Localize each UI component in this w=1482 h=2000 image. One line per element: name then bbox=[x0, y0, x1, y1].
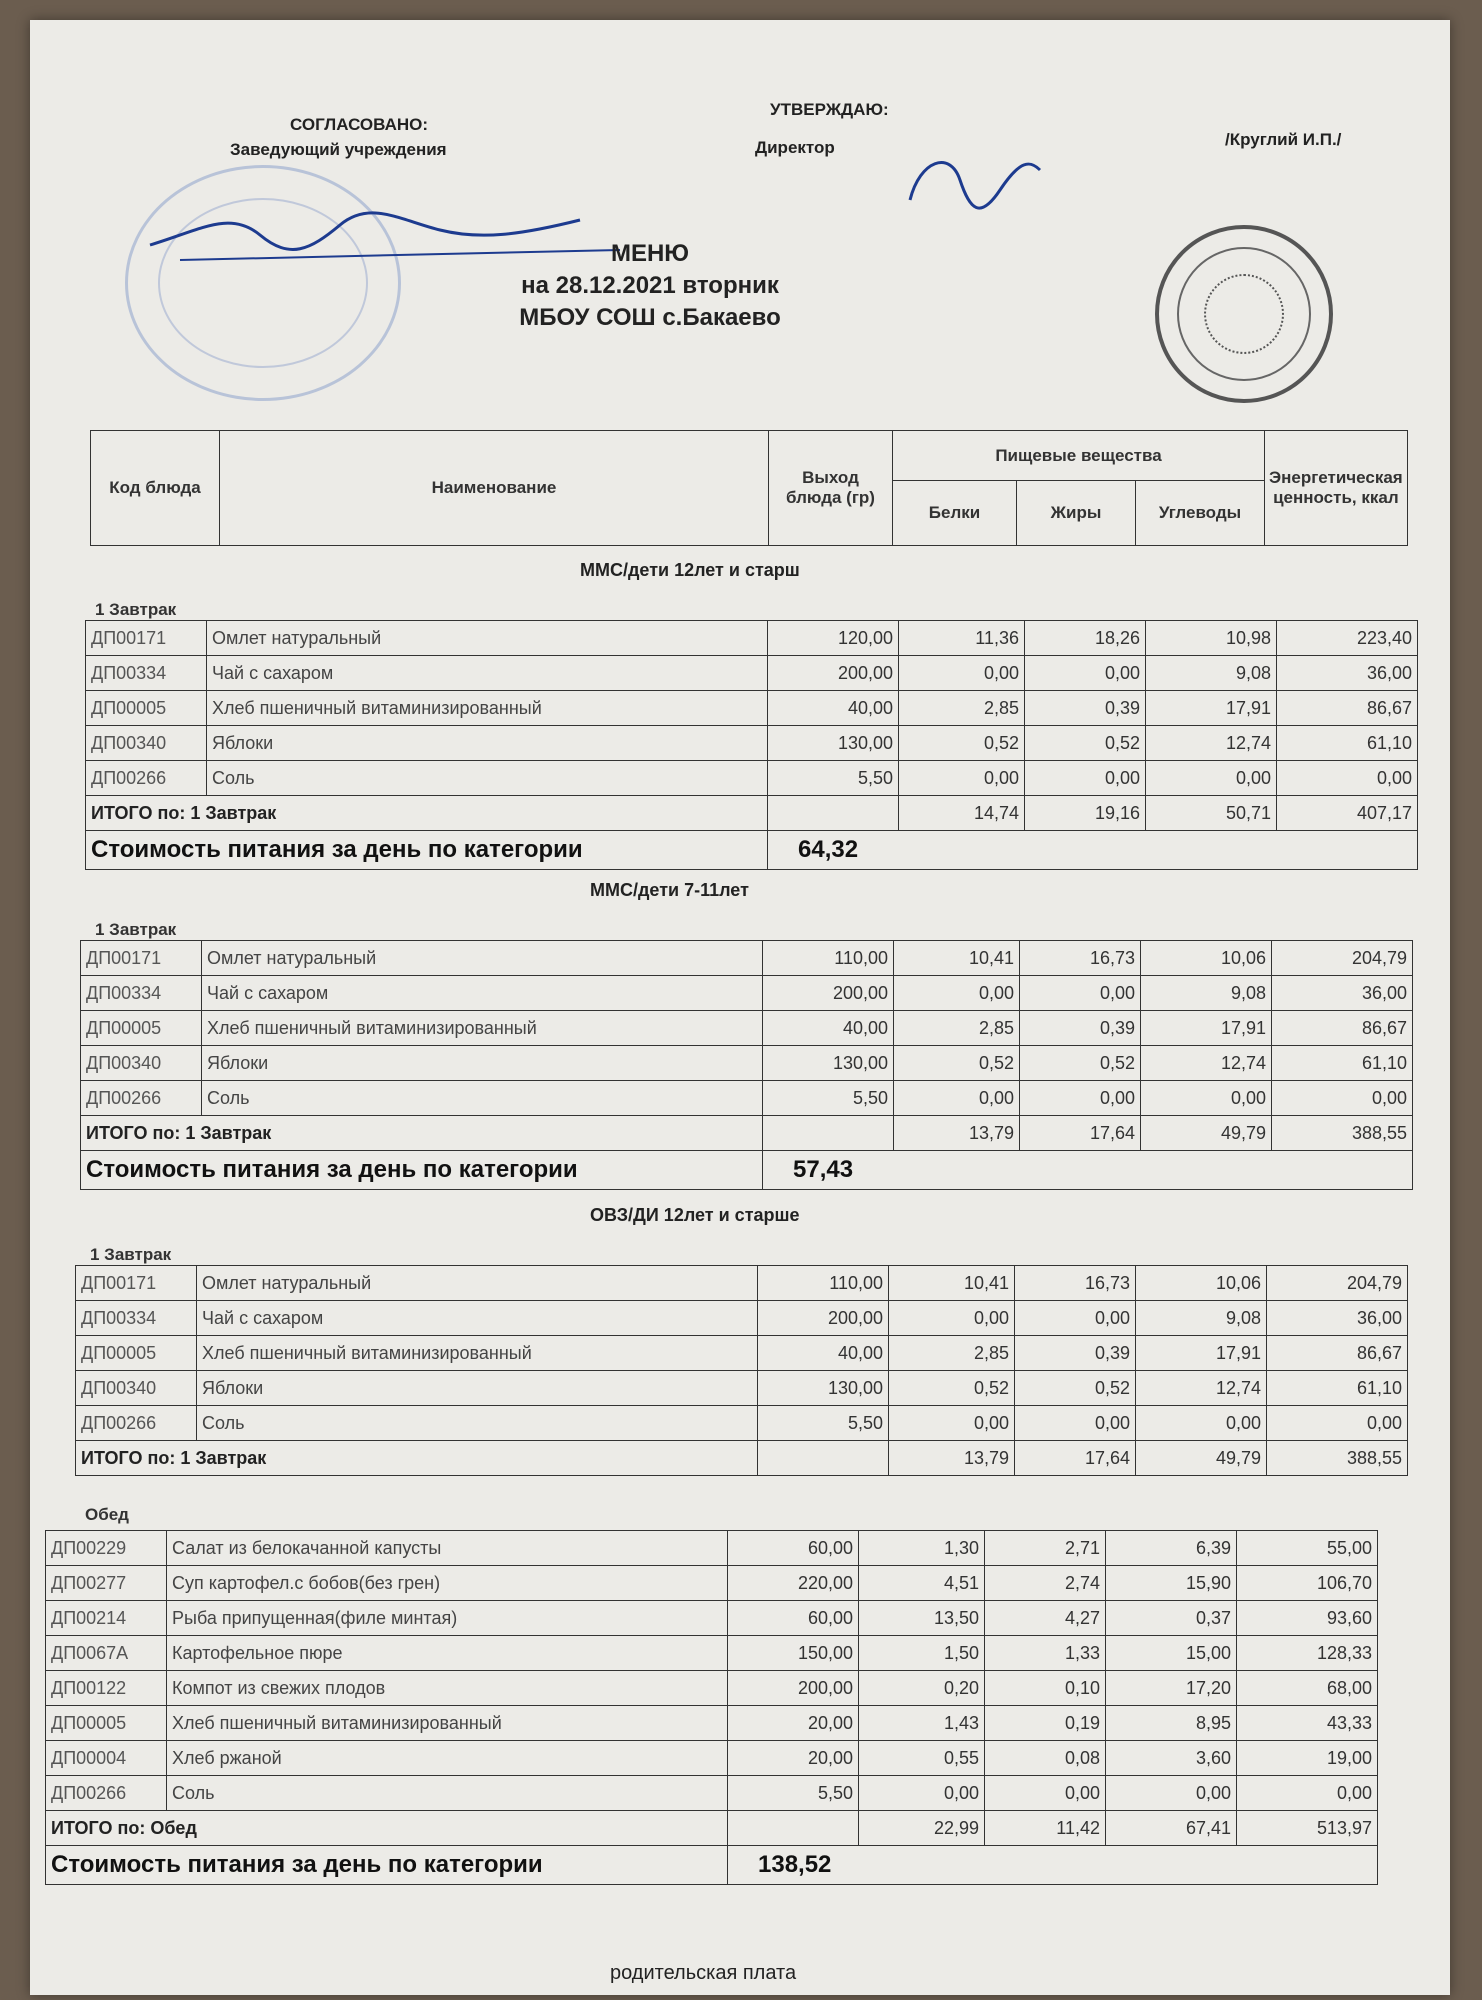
dish-energy: 0,00 bbox=[1277, 761, 1418, 796]
dish-protein: 4,51 bbox=[859, 1566, 985, 1601]
dish-output: 220,00 bbox=[728, 1566, 859, 1601]
dish-code: ДП00334 bbox=[81, 976, 202, 1011]
dish-energy: 86,67 bbox=[1277, 691, 1418, 726]
table-row bbox=[86, 656, 1418, 691]
dish-protein: 0,00 bbox=[859, 1776, 985, 1811]
dish-fat: 16,73 bbox=[1020, 941, 1141, 976]
dish-code: ДП00171 bbox=[81, 941, 202, 976]
table-row bbox=[86, 691, 1418, 726]
dish-protein: 0,52 bbox=[889, 1371, 1015, 1406]
dish-code: ДП00171 bbox=[86, 621, 207, 656]
table-row bbox=[81, 1046, 1413, 1081]
total-row bbox=[86, 796, 1418, 831]
dish-protein: 0,52 bbox=[894, 1046, 1020, 1081]
dish-carbs: 17,91 bbox=[1146, 691, 1277, 726]
table-row bbox=[76, 1336, 1408, 1371]
category-title: ОВЗ/ДИ 12лет и старше bbox=[590, 1205, 800, 1225]
dish-output: 5,50 bbox=[728, 1776, 859, 1811]
total-protein: 13,79 bbox=[889, 1441, 1015, 1476]
cost-value: 64,32 bbox=[768, 831, 1418, 870]
dish-name: Хлеб пшеничный витаминизированный bbox=[197, 1336, 758, 1371]
dish-energy: 36,00 bbox=[1272, 976, 1413, 1011]
footer-note: родительская плата bbox=[610, 1962, 797, 1984]
dish-protein: 1,50 bbox=[859, 1636, 985, 1671]
table-row bbox=[76, 1266, 1408, 1301]
dish-name: Хлеб ржаной bbox=[167, 1741, 728, 1776]
dish-output: 60,00 bbox=[728, 1531, 859, 1566]
dish-code: ДП00266 bbox=[46, 1776, 167, 1811]
menu-sheet bbox=[30, 20, 1450, 1995]
total-carbs: 49,79 bbox=[1141, 1116, 1272, 1151]
table-row bbox=[46, 1601, 1378, 1636]
dish-carbs: 8,95 bbox=[1106, 1706, 1237, 1741]
dish-code: ДП00229 bbox=[46, 1531, 167, 1566]
dish-carbs: 15,90 bbox=[1106, 1566, 1237, 1601]
dish-protein: 1,43 bbox=[859, 1706, 985, 1741]
dish-name: Омлет натуральный bbox=[202, 941, 763, 976]
dish-name: Соль bbox=[167, 1776, 728, 1811]
dish-carbs: 10,06 bbox=[1141, 941, 1272, 976]
signature-right bbox=[890, 140, 1050, 240]
table-row bbox=[76, 1301, 1408, 1336]
dish-fat: 0,39 bbox=[1020, 1011, 1141, 1046]
dish-energy: 106,70 bbox=[1237, 1566, 1378, 1601]
dish-fat: 0,52 bbox=[1015, 1371, 1136, 1406]
table-row bbox=[86, 621, 1418, 656]
dish-fat: 16,73 bbox=[1015, 1266, 1136, 1301]
dish-output: 20,00 bbox=[728, 1706, 859, 1741]
dish-fat: 0,00 bbox=[1025, 761, 1146, 796]
dish-energy: 61,10 bbox=[1272, 1046, 1413, 1081]
dish-carbs: 3,60 bbox=[1106, 1741, 1237, 1776]
total-label: ИТОГО по: 1 Завтрак bbox=[81, 1116, 763, 1151]
dish-output: 40,00 bbox=[768, 691, 899, 726]
dish-protein: 0,00 bbox=[894, 1081, 1020, 1116]
dish-code: ДП00005 bbox=[81, 1011, 202, 1046]
meal-label: 1 Завтрак bbox=[95, 920, 177, 939]
dish-protein: 13,50 bbox=[859, 1601, 985, 1636]
dish-fat: 0,08 bbox=[985, 1741, 1106, 1776]
table-row bbox=[86, 726, 1418, 761]
dish-name: Соль bbox=[202, 1081, 763, 1116]
round-seal bbox=[1155, 225, 1333, 403]
rows-0 bbox=[86, 621, 1418, 870]
table-row bbox=[76, 1371, 1408, 1406]
dish-name: Картофельное пюре bbox=[167, 1636, 728, 1671]
menu-date: на 28.12.2021 вторник bbox=[521, 272, 779, 299]
dish-carbs: 17,91 bbox=[1136, 1336, 1267, 1371]
menu-table bbox=[75, 1265, 1408, 1476]
total-output bbox=[758, 1441, 889, 1476]
total-output bbox=[728, 1811, 859, 1846]
dish-code: ДП00340 bbox=[81, 1046, 202, 1081]
dish-name: Хлеб пшеничный витаминизированный bbox=[202, 1011, 763, 1046]
total-output bbox=[768, 796, 899, 831]
dish-code: ДП00334 bbox=[86, 656, 207, 691]
dish-output: 5,50 bbox=[768, 761, 899, 796]
dish-output: 200,00 bbox=[758, 1301, 889, 1336]
dish-output: 5,50 bbox=[763, 1081, 894, 1116]
dish-carbs: 15,00 bbox=[1106, 1636, 1237, 1671]
dish-code: ДП00334 bbox=[76, 1301, 197, 1336]
approve-label: УТВЕРЖДАЮ: bbox=[770, 100, 889, 119]
total-protein: 22,99 bbox=[859, 1811, 985, 1846]
dish-name: Хлеб пшеничный витаминизированный bbox=[207, 691, 768, 726]
meal-label: Обед bbox=[85, 1505, 129, 1524]
dish-output: 5,50 bbox=[758, 1406, 889, 1441]
director-name: /Круглий И.П./ bbox=[1225, 130, 1342, 149]
col-output: Выход блюда (гр) bbox=[769, 431, 893, 546]
dish-fat: 18,26 bbox=[1025, 621, 1146, 656]
dish-code: ДП00214 bbox=[46, 1601, 167, 1636]
dish-energy: 223,40 bbox=[1277, 621, 1418, 656]
col-protein: Белки bbox=[893, 481, 1017, 546]
dish-protein: 10,41 bbox=[894, 941, 1020, 976]
meal-label: 1 Завтрак bbox=[90, 1245, 172, 1264]
dish-output: 200,00 bbox=[763, 976, 894, 1011]
total-label: ИТОГО по: 1 Завтрак bbox=[86, 796, 768, 831]
table-row bbox=[76, 1406, 1408, 1441]
col-fat: Жиры bbox=[1017, 481, 1136, 546]
total-fat: 17,64 bbox=[1020, 1116, 1141, 1151]
menu-table bbox=[85, 620, 1418, 870]
dish-code: ДП00266 bbox=[76, 1406, 197, 1441]
dish-energy: 204,79 bbox=[1272, 941, 1413, 976]
dish-fat: 0,52 bbox=[1025, 726, 1146, 761]
total-label: ИТОГО по: 1 Завтрак bbox=[76, 1441, 758, 1476]
dish-name: Салат из белокачанной капусты bbox=[167, 1531, 728, 1566]
dish-carbs: 0,00 bbox=[1141, 1081, 1272, 1116]
dish-energy: 128,33 bbox=[1237, 1636, 1378, 1671]
total-fat: 11,42 bbox=[985, 1811, 1106, 1846]
dish-fat: 4,27 bbox=[985, 1601, 1106, 1636]
total-protein: 13,79 bbox=[894, 1116, 1020, 1151]
dish-carbs: 0,00 bbox=[1136, 1406, 1267, 1441]
dish-carbs: 10,06 bbox=[1136, 1266, 1267, 1301]
dish-energy: 0,00 bbox=[1237, 1776, 1378, 1811]
dish-code: ДП00266 bbox=[81, 1081, 202, 1116]
approve-role: Директор bbox=[755, 138, 835, 157]
cost-label: Стоимость питания за день по категории bbox=[86, 831, 768, 870]
table-row bbox=[81, 941, 1413, 976]
dish-protein: 2,85 bbox=[889, 1336, 1015, 1371]
dish-carbs: 9,08 bbox=[1136, 1301, 1267, 1336]
total-output bbox=[763, 1116, 894, 1151]
dish-name: Чай с сахаром bbox=[197, 1301, 758, 1336]
table-row bbox=[46, 1566, 1378, 1601]
category-title: ММС/дети 12лет и старш bbox=[580, 560, 800, 580]
total-carbs: 49,79 bbox=[1136, 1441, 1267, 1476]
dish-carbs: 17,91 bbox=[1141, 1011, 1272, 1046]
dish-carbs: 9,08 bbox=[1146, 656, 1277, 691]
total-carbs: 50,71 bbox=[1146, 796, 1277, 831]
dish-fat: 2,74 bbox=[985, 1566, 1106, 1601]
dish-protein: 0,20 bbox=[859, 1671, 985, 1706]
dish-energy: 68,00 bbox=[1237, 1671, 1378, 1706]
dish-name: Компот из свежих плодов bbox=[167, 1671, 728, 1706]
col-code: Код блюда bbox=[91, 431, 220, 546]
total-row bbox=[46, 1811, 1378, 1846]
dish-output: 110,00 bbox=[763, 941, 894, 976]
dish-fat: 1,33 bbox=[985, 1636, 1106, 1671]
dish-energy: 93,60 bbox=[1237, 1601, 1378, 1636]
dish-protein: 0,00 bbox=[899, 761, 1025, 796]
dish-code: ДП00266 bbox=[86, 761, 207, 796]
table-row bbox=[46, 1531, 1378, 1566]
dish-name: Соль bbox=[207, 761, 768, 796]
dish-fat: 0,00 bbox=[1020, 976, 1141, 1011]
col-energy: Энергетическая ценность, ккал bbox=[1265, 431, 1408, 546]
dish-protein: 0,00 bbox=[894, 976, 1020, 1011]
category-title: ММС/дети 7-11лет bbox=[590, 880, 749, 900]
dish-carbs: 9,08 bbox=[1141, 976, 1272, 1011]
cost-row bbox=[86, 831, 1418, 870]
dish-name: Омлет натуральный bbox=[207, 621, 768, 656]
table-row bbox=[46, 1671, 1378, 1706]
dish-name: Омлет натуральный bbox=[197, 1266, 758, 1301]
dish-carbs: 17,20 bbox=[1106, 1671, 1237, 1706]
table-row bbox=[86, 761, 1418, 796]
dish-fat: 0,52 bbox=[1020, 1046, 1141, 1081]
total-protein: 14,74 bbox=[899, 796, 1025, 831]
dish-fat: 0,39 bbox=[1015, 1336, 1136, 1371]
dish-fat: 0,00 bbox=[985, 1776, 1106, 1811]
table-row bbox=[46, 1776, 1378, 1811]
total-row bbox=[76, 1441, 1408, 1476]
dish-energy: 43,33 bbox=[1237, 1706, 1378, 1741]
menu-table bbox=[80, 940, 1413, 1190]
menu-title: МЕНЮ bbox=[610, 240, 690, 267]
dish-output: 40,00 bbox=[763, 1011, 894, 1046]
dish-output: 130,00 bbox=[758, 1371, 889, 1406]
dish-name: Хлеб пшеничный витаминизированный bbox=[167, 1706, 728, 1741]
dish-energy: 0,00 bbox=[1272, 1081, 1413, 1116]
dish-energy: 86,67 bbox=[1272, 1011, 1413, 1046]
dish-code: ДП00122 bbox=[46, 1671, 167, 1706]
dish-protein: 2,85 bbox=[894, 1011, 1020, 1046]
agreed-role: Заведующий учреждения bbox=[230, 140, 447, 159]
dish-output: 130,00 bbox=[768, 726, 899, 761]
cost-row bbox=[46, 1846, 1378, 1885]
dish-name: Яблоки bbox=[202, 1046, 763, 1081]
dish-name: Чай с сахаром bbox=[207, 656, 768, 691]
dish-code: ДП00004 bbox=[46, 1741, 167, 1776]
dish-fat: 2,71 bbox=[985, 1531, 1106, 1566]
table-row bbox=[46, 1741, 1378, 1776]
dish-protein: 0,00 bbox=[889, 1406, 1015, 1441]
col-nutrients: Пищевые вещества bbox=[893, 431, 1265, 481]
cost-label: Стоимость питания за день по категории bbox=[81, 1151, 763, 1190]
column-header bbox=[90, 430, 1408, 546]
dish-protein: 0,00 bbox=[889, 1301, 1015, 1336]
dish-fat: 0,19 bbox=[985, 1706, 1106, 1741]
dish-code: ДП00005 bbox=[86, 691, 207, 726]
table-row bbox=[81, 1081, 1413, 1116]
dish-carbs: 12,74 bbox=[1146, 726, 1277, 761]
dish-energy: 55,00 bbox=[1237, 1531, 1378, 1566]
dish-protein: 0,52 bbox=[899, 726, 1025, 761]
total-energy: 388,55 bbox=[1272, 1116, 1413, 1151]
dish-carbs: 0,37 bbox=[1106, 1601, 1237, 1636]
dish-output: 150,00 bbox=[728, 1636, 859, 1671]
dish-fat: 0,00 bbox=[1015, 1301, 1136, 1336]
dish-energy: 86,67 bbox=[1267, 1336, 1408, 1371]
dish-output: 60,00 bbox=[728, 1601, 859, 1636]
dish-protein: 11,36 bbox=[899, 621, 1025, 656]
total-energy: 388,55 bbox=[1267, 1441, 1408, 1476]
dish-protein: 0,00 bbox=[899, 656, 1025, 691]
total-row bbox=[81, 1116, 1413, 1151]
dish-carbs: 6,39 bbox=[1106, 1531, 1237, 1566]
dish-fat: 0,00 bbox=[1020, 1081, 1141, 1116]
dish-energy: 36,00 bbox=[1267, 1301, 1408, 1336]
dish-name: Чай с сахаром bbox=[202, 976, 763, 1011]
table-row bbox=[81, 1011, 1413, 1046]
agreed-label: СОГЛАСОВАНО: bbox=[290, 115, 429, 134]
dish-code: ДП00340 bbox=[86, 726, 207, 761]
dish-carbs: 0,00 bbox=[1146, 761, 1277, 796]
dish-code: ДП0067А bbox=[46, 1636, 167, 1671]
dish-output: 200,00 bbox=[728, 1671, 859, 1706]
table-row bbox=[81, 976, 1413, 1011]
col-name: Наименование bbox=[220, 431, 769, 546]
total-energy: 513,97 bbox=[1237, 1811, 1378, 1846]
dish-code: ДП00005 bbox=[46, 1706, 167, 1741]
dish-output: 20,00 bbox=[728, 1741, 859, 1776]
dish-carbs: 0,00 bbox=[1106, 1776, 1237, 1811]
dish-code: ДП00340 bbox=[76, 1371, 197, 1406]
dish-name: Яблоки bbox=[207, 726, 768, 761]
dish-output: 200,00 bbox=[768, 656, 899, 691]
dish-energy: 19,00 bbox=[1237, 1741, 1378, 1776]
dish-fat: 0,00 bbox=[1015, 1406, 1136, 1441]
dish-energy: 204,79 bbox=[1267, 1266, 1408, 1301]
dish-energy: 0,00 bbox=[1267, 1406, 1408, 1441]
dish-protein: 0,55 bbox=[859, 1741, 985, 1776]
cost-label: Стоимость питания за день по категории bbox=[46, 1846, 728, 1885]
dish-protein: 10,41 bbox=[889, 1266, 1015, 1301]
school-name: МБОУ СОШ с.Бакаево bbox=[519, 304, 781, 331]
cost-row bbox=[81, 1151, 1413, 1190]
total-energy: 407,17 bbox=[1277, 796, 1418, 831]
dish-protein: 1,30 bbox=[859, 1531, 985, 1566]
dish-name: Суп картофел.с бобов(без грен) bbox=[167, 1566, 728, 1601]
meal-label: 1 Завтрак bbox=[95, 600, 177, 619]
dish-code: ДП00171 bbox=[76, 1266, 197, 1301]
dish-name: Яблоки bbox=[197, 1371, 758, 1406]
dish-fat: 0,10 bbox=[985, 1671, 1106, 1706]
total-carbs: 67,41 bbox=[1106, 1811, 1237, 1846]
dish-output: 110,00 bbox=[758, 1266, 889, 1301]
table-row bbox=[46, 1636, 1378, 1671]
dish-protein: 2,85 bbox=[899, 691, 1025, 726]
dish-output: 130,00 bbox=[763, 1046, 894, 1081]
total-fat: 19,16 bbox=[1025, 796, 1146, 831]
dish-code: ДП00005 bbox=[76, 1336, 197, 1371]
dish-code: ДП00277 bbox=[46, 1566, 167, 1601]
menu-table bbox=[45, 1530, 1378, 1885]
dish-name: Рыба припущенная(филе минтая) bbox=[167, 1601, 728, 1636]
total-label: ИТОГО по: Обед bbox=[46, 1811, 728, 1846]
dish-carbs: 10,98 bbox=[1146, 621, 1277, 656]
table-row bbox=[46, 1706, 1378, 1741]
dish-output: 40,00 bbox=[758, 1336, 889, 1371]
cost-value: 57,43 bbox=[763, 1151, 1413, 1190]
dish-name: Соль bbox=[197, 1406, 758, 1441]
dish-fat: 0,39 bbox=[1025, 691, 1146, 726]
dish-output: 120,00 bbox=[768, 621, 899, 656]
dish-fat: 0,00 bbox=[1025, 656, 1146, 691]
dish-carbs: 12,74 bbox=[1141, 1046, 1272, 1081]
col-carbs: Углеводы bbox=[1136, 481, 1265, 546]
dish-carbs: 12,74 bbox=[1136, 1371, 1267, 1406]
dish-energy: 61,10 bbox=[1277, 726, 1418, 761]
total-fat: 17,64 bbox=[1015, 1441, 1136, 1476]
dish-energy: 61,10 bbox=[1267, 1371, 1408, 1406]
cost-value: 138,52 bbox=[728, 1846, 1378, 1885]
dish-energy: 36,00 bbox=[1277, 656, 1418, 691]
